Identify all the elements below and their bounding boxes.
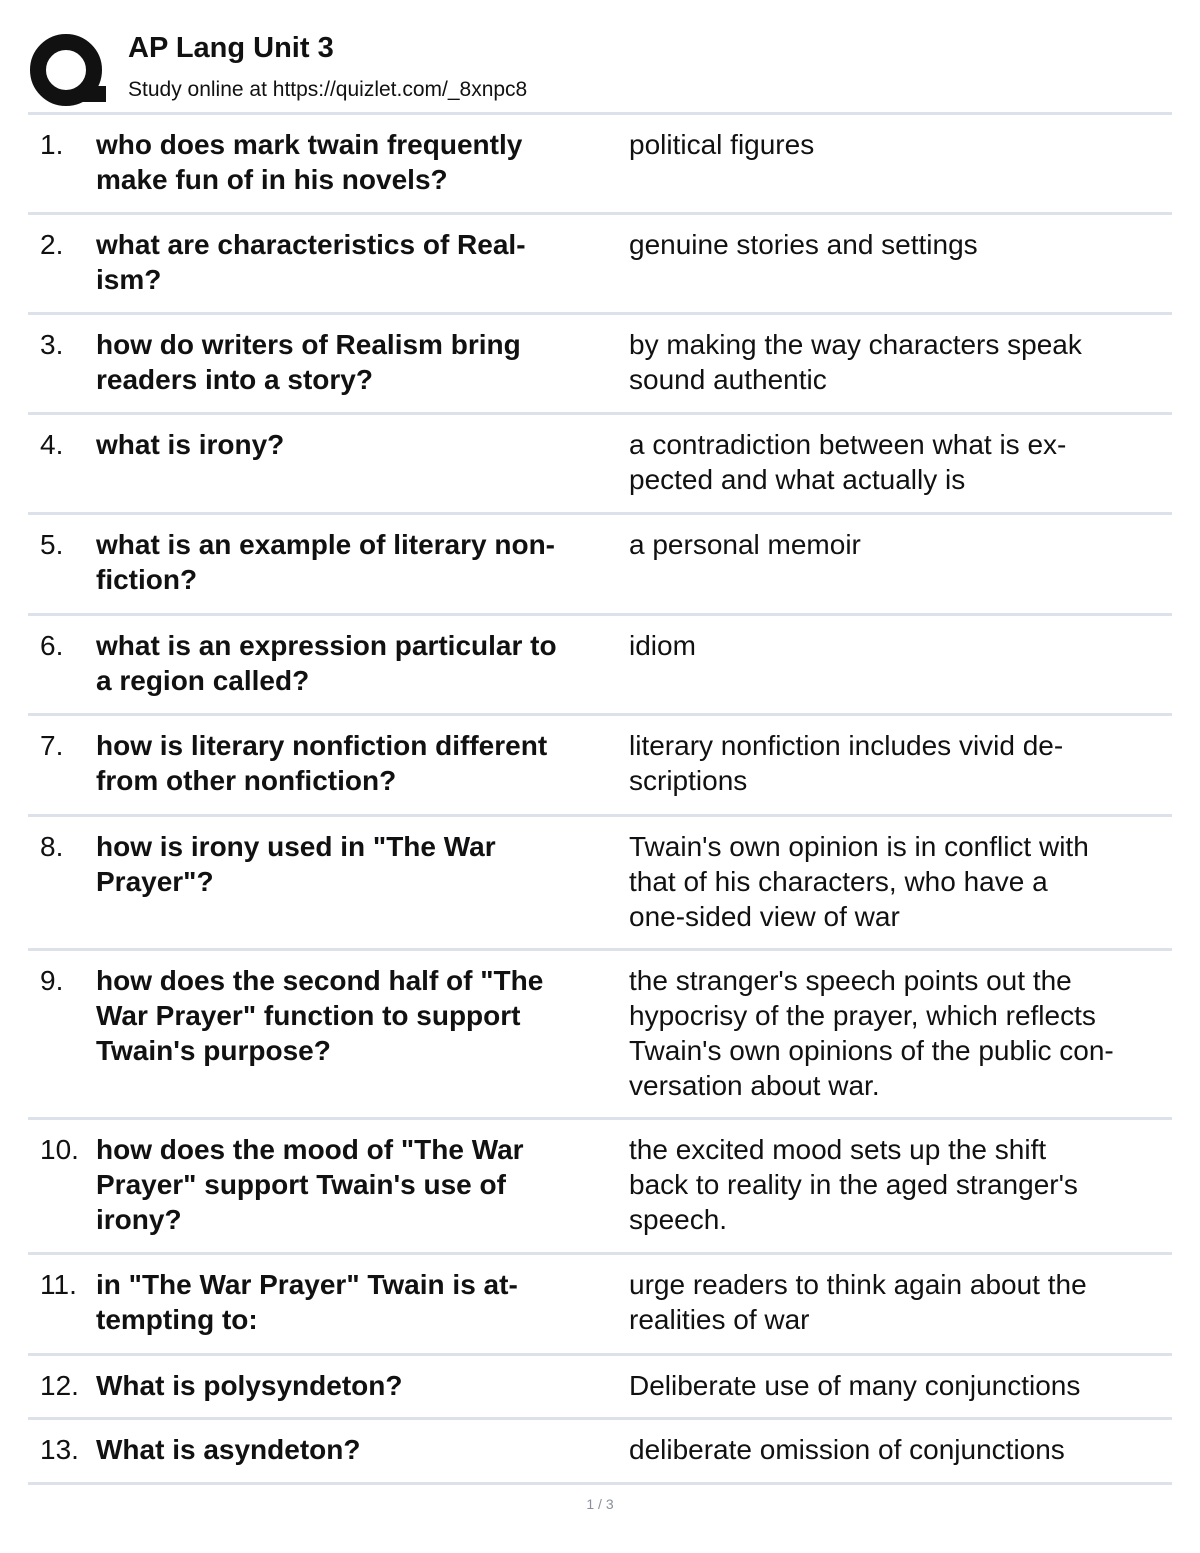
term-line: readers into a story?	[96, 364, 373, 395]
definition-line: urge readers to think again about the	[629, 1269, 1087, 1300]
term-text	[96, 1132, 621, 1237]
definition-line: sound authentic	[629, 364, 827, 395]
item-number: 7.	[40, 730, 64, 761]
term-line: how does the second half of "The	[96, 965, 544, 996]
definition-text	[629, 829, 1169, 934]
flashcard-row	[28, 1255, 1172, 1356]
term-line: What is asyndeton?	[96, 1434, 361, 1465]
document-title: AP Lang Unit 3	[128, 32, 334, 64]
flashcard-row	[28, 1356, 1172, 1420]
term-text	[96, 963, 621, 1068]
item-number: 1.	[40, 129, 64, 160]
flashcard-row	[28, 1120, 1172, 1255]
definition-text	[629, 1132, 1169, 1237]
term-line: how is irony used in "The War	[96, 831, 496, 862]
definition-line: a personal memoir	[629, 529, 861, 560]
term-line: ism?	[96, 264, 162, 295]
flashcard-row	[28, 1420, 1172, 1485]
definition-line: pected and what actually is	[629, 464, 966, 495]
item-number: 9.	[40, 965, 64, 996]
term-line: War Prayer" function to support	[96, 1000, 521, 1031]
definition-text	[629, 963, 1169, 1103]
flashcard-row	[28, 951, 1172, 1120]
term-line: how does the mood of "The War	[96, 1134, 524, 1165]
term-line: Twain's purpose?	[96, 1035, 331, 1066]
definition-text	[629, 227, 1169, 262]
term-line: tempting to:	[96, 1304, 258, 1335]
definition-line: hypocrisy of the prayer, which reflects	[629, 1000, 1096, 1031]
definition-line: Twain's own opinions of the public con-	[629, 1035, 1114, 1066]
flashcard-row	[28, 515, 1172, 616]
term-text	[96, 628, 621, 698]
definition-text	[629, 327, 1169, 397]
term-line: Prayer"?	[96, 866, 214, 897]
item-number: 12.	[40, 1370, 79, 1401]
definition-line: versation about war.	[629, 1070, 880, 1101]
term-line: what is an example of literary non-	[96, 529, 556, 560]
term-text	[96, 327, 621, 397]
item-number: 3.	[40, 329, 64, 360]
flashcard-row	[28, 616, 1172, 716]
definition-text	[629, 127, 1169, 162]
term-line: what is an expression particular to	[96, 630, 557, 661]
flashcard-row	[28, 315, 1172, 415]
definition-text	[629, 1368, 1169, 1403]
item-number: 2.	[40, 229, 64, 260]
definition-text	[629, 1267, 1169, 1337]
definition-line: Deliberate use of many conjunctions	[629, 1370, 1081, 1401]
definition-line: the excited mood sets up the shift	[629, 1134, 1047, 1165]
term-line: a region called?	[96, 665, 310, 696]
term-line: how is literary nonfiction different	[96, 730, 548, 761]
definition-line: Twain's own opinion is in conflict with	[629, 831, 1089, 862]
definition-line: one-sided view of war	[629, 901, 900, 932]
term-line: fiction?	[96, 564, 198, 595]
term-text	[96, 527, 621, 597]
definition-line: speech.	[629, 1204, 728, 1235]
definition-line: back to reality in the aged stranger's	[629, 1169, 1078, 1200]
term-line: how do writers of Realism bring	[96, 329, 521, 360]
definition-text	[629, 1432, 1169, 1467]
definition-line: political figures	[629, 129, 815, 160]
term-line: what are characteristics of Real-	[96, 229, 526, 260]
flashcard-row	[28, 115, 1172, 215]
item-number: 4.	[40, 429, 64, 460]
definition-text	[629, 728, 1169, 798]
item-number: 11.	[40, 1269, 77, 1300]
definition-text	[629, 427, 1169, 497]
definition-line: the stranger's speech points out the	[629, 965, 1072, 996]
definition-line: a contradiction between what is ex-	[629, 429, 1067, 460]
term-line: Prayer" support Twain's use of	[96, 1169, 506, 1200]
term-text	[96, 1368, 621, 1403]
definition-text	[629, 628, 1169, 663]
term-text	[96, 728, 621, 798]
item-number: 5.	[40, 529, 64, 560]
item-number: 8.	[40, 831, 64, 862]
flashcard-row	[28, 716, 1172, 817]
flashcard-row	[28, 415, 1172, 515]
term-line: in "The War Prayer" Twain is at-	[96, 1269, 518, 1300]
quizlet-q-logo-icon	[28, 30, 108, 110]
term-line: from other nonfiction?	[96, 765, 397, 796]
term-text	[96, 127, 621, 197]
flashcard-row	[28, 215, 1172, 315]
term-text	[96, 1267, 621, 1337]
definition-text	[629, 527, 1169, 562]
term-text	[96, 227, 621, 297]
term-line: What is polysyndeton?	[96, 1370, 403, 1401]
definition-line: literary nonfiction includes vivid de-	[629, 730, 1064, 761]
page-number: 1 / 3	[586, 1496, 614, 1512]
page-header	[28, 26, 1172, 112]
term-line: make fun of in his novels?	[96, 164, 448, 195]
definition-line: realities of war	[629, 1304, 810, 1335]
term-text	[96, 1432, 621, 1467]
study-online-link-text: Study online at https://quizlet.com/_8xnpc8	[128, 78, 528, 101]
item-number: 6.	[40, 630, 64, 661]
term-line: what is irony?	[96, 429, 285, 460]
definition-line: scriptions	[629, 765, 748, 796]
definition-line: that of his characters, who have a	[629, 866, 1048, 897]
definition-line: by making the way characters speak	[629, 329, 1082, 360]
term-text	[96, 427, 621, 462]
term-text	[96, 829, 621, 899]
definition-line: genuine stories and settings	[629, 229, 978, 260]
term-line: irony?	[96, 1204, 182, 1235]
item-number: 10.	[40, 1134, 79, 1165]
definition-line: idiom	[629, 630, 696, 661]
flashcard-list	[28, 112, 1172, 1485]
term-line: who does mark twain frequently	[96, 129, 523, 160]
item-number: 13.	[40, 1434, 79, 1465]
definition-line: deliberate omission of conjunctions	[629, 1434, 1065, 1465]
flashcard-row	[28, 817, 1172, 951]
